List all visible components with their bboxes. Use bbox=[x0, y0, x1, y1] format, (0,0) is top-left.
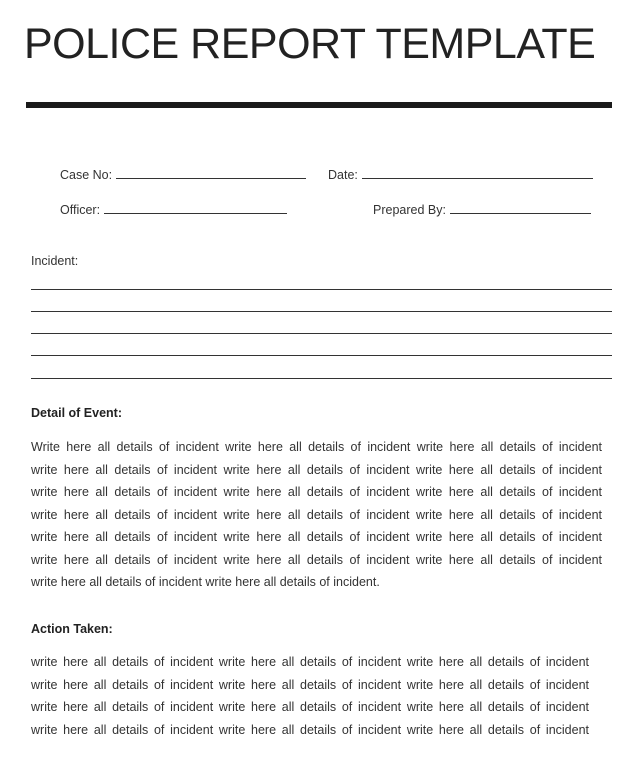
detail-line: write here all details of incident write here all details of incident. bbox=[31, 575, 380, 589]
action-line: write here all details of incident write here all details of incident write here all details of incident bbox=[31, 722, 589, 737]
detail-line: Write here all details of incident write here all details of incident write here all details of incident bbox=[31, 440, 602, 454]
incident-line[interactable] bbox=[31, 355, 612, 356]
date-field bbox=[328, 166, 593, 182]
case-no-blank[interactable] bbox=[116, 166, 306, 179]
incident-line[interactable] bbox=[31, 378, 612, 379]
prepared-by-blank[interactable] bbox=[450, 201, 591, 214]
incident-line[interactable] bbox=[31, 311, 612, 312]
detail-line: write here all details of incident write here all details of incident write here all details of incident bbox=[31, 530, 602, 544]
case-no-label: Case No: bbox=[60, 168, 113, 182]
action-heading: Action Taken: bbox=[31, 622, 113, 636]
prepared-by-field bbox=[373, 201, 591, 217]
incident-label: Incident: bbox=[31, 254, 79, 268]
title-divider bbox=[26, 102, 612, 108]
date-label: Date: bbox=[328, 168, 358, 182]
detail-heading: Detail of Event: bbox=[31, 406, 122, 420]
detail-paragraph bbox=[31, 436, 602, 594]
action-line: write here all details of incident write here all details of incident write here all details of incident bbox=[31, 677, 589, 692]
officer-label: Officer: bbox=[60, 203, 101, 217]
incident-line[interactable] bbox=[31, 289, 612, 290]
action-line: write here all details of incident write here all details of incident write here all details of incident bbox=[31, 655, 589, 669]
case-no-field bbox=[60, 166, 306, 182]
detail-line: write here all details of incident write here all details of incident write here all details of incident bbox=[31, 462, 602, 477]
action-line: write here all details of incident write here all details of incident write here all details of incident bbox=[31, 700, 589, 714]
officer-field bbox=[60, 201, 287, 217]
detail-line: write here all details of incident write here all details of incident write here all details of incident bbox=[31, 507, 602, 522]
detail-line: write here all details of incident write here all details of incident write here all details of incident bbox=[31, 485, 602, 499]
detail-line: write here all details of incident write here all details of incident write here all details of incident bbox=[31, 552, 602, 567]
officer-blank[interactable] bbox=[104, 201, 287, 214]
incident-line[interactable] bbox=[31, 333, 612, 334]
date-blank[interactable] bbox=[362, 166, 593, 179]
prepared-by-label: Prepared By: bbox=[373, 203, 446, 217]
page-title: POLICE REPORT TEMPLATE bbox=[24, 20, 596, 68]
action-paragraph bbox=[31, 651, 589, 741]
